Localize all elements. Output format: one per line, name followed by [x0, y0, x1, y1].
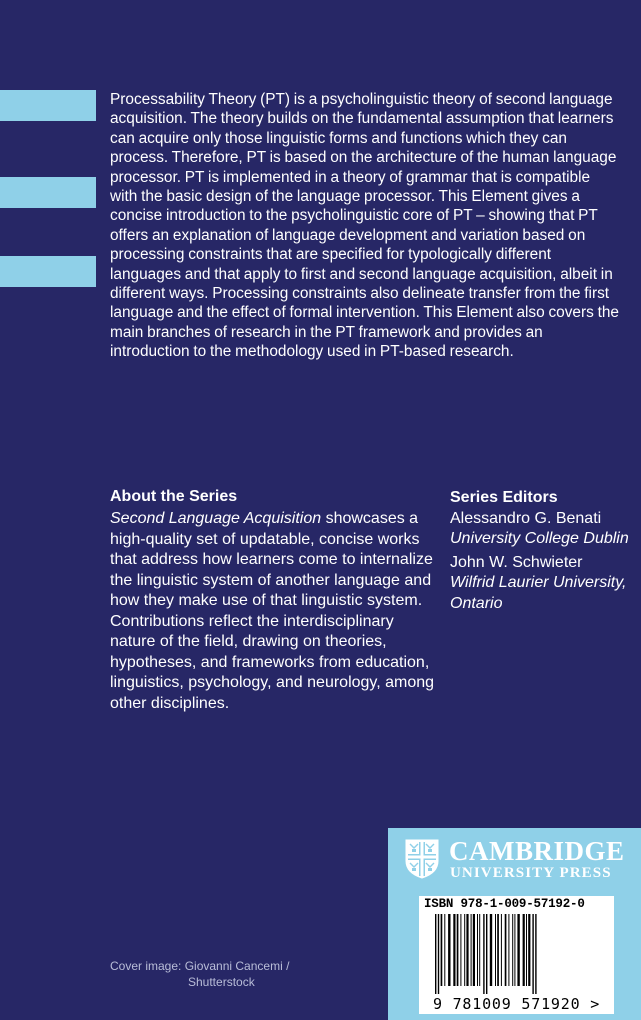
editor-affiliation: University College Dublin — [450, 530, 629, 547]
isbn-label: ISBN 978-1-009-57192-0 — [424, 897, 585, 911]
publisher-subtitle: UNIVERSITY PRESS — [450, 865, 612, 881]
series-editors — [450, 488, 630, 614]
publisher-panel — [388, 828, 641, 1020]
editor-name: Alessandro G. Benati — [450, 509, 602, 527]
accent-bar-middle — [0, 177, 96, 208]
series-editors-title: Series Editors — [450, 489, 558, 506]
cambridge-crest-icon — [405, 839, 439, 879]
abstract-text: Processability Theory (PT) is a psycholinguistic theory of second language acquisition. The theory builds on the fundamental assumption that learners can acquire only those linguistic forms and functions which they can process. Therefore, PT is based on the architecture of the human language processor. PT is implemented in a theory of grammar that is compatible with the basic design of the language processor. This Element gives a concise introduction to the psycholinguistic core of PT – showing that PT offers an explanation of language development and variation based on processing constraints that are specified for typologically different languages and that apply to first and second language acquisition, albeit in different ways. Processing constraints also delineate transfer from the first language and the effect of formal intervention. This Element also covers the main branches of research in the PT framework and provides an introduction to the methodology used in PT-based research. — [110, 91, 619, 361]
editor-name: John W. Schwieter — [450, 553, 583, 571]
cover-credit-line2: Shutterstock — [188, 975, 255, 989]
about-series-body — [110, 509, 436, 714]
barcode-digits: 9 781009 571920 > — [432, 995, 601, 1013]
publisher-name: CAMBRIDGE — [449, 836, 625, 866]
barcode-icon — [431, 914, 603, 994]
accent-bar-bottom — [0, 256, 96, 287]
about-series-title: About the Series — [110, 488, 238, 505]
editor-affiliation: Wilfrid Laurier University, Ontario — [450, 574, 627, 612]
cover-credit — [110, 958, 310, 990]
barcode-box — [419, 896, 614, 1014]
about-series-description: showcases a high-quality set of updatable, concise works that address how learners come to internalize the linguistic system of another language and how they make use of that linguistic system. Contributions reflect the interdisciplinary nature of the field, drawing on theories, hypotheses, and frameworks from education, linguistics, psychology, and neurology, among other disciplines. — [110, 510, 435, 712]
accent-bar-top — [0, 90, 96, 121]
cover-credit-line1: Cover image: Giovanni Cancemi / — [110, 959, 290, 973]
series-name: Second Language Acquisition — [110, 510, 322, 527]
